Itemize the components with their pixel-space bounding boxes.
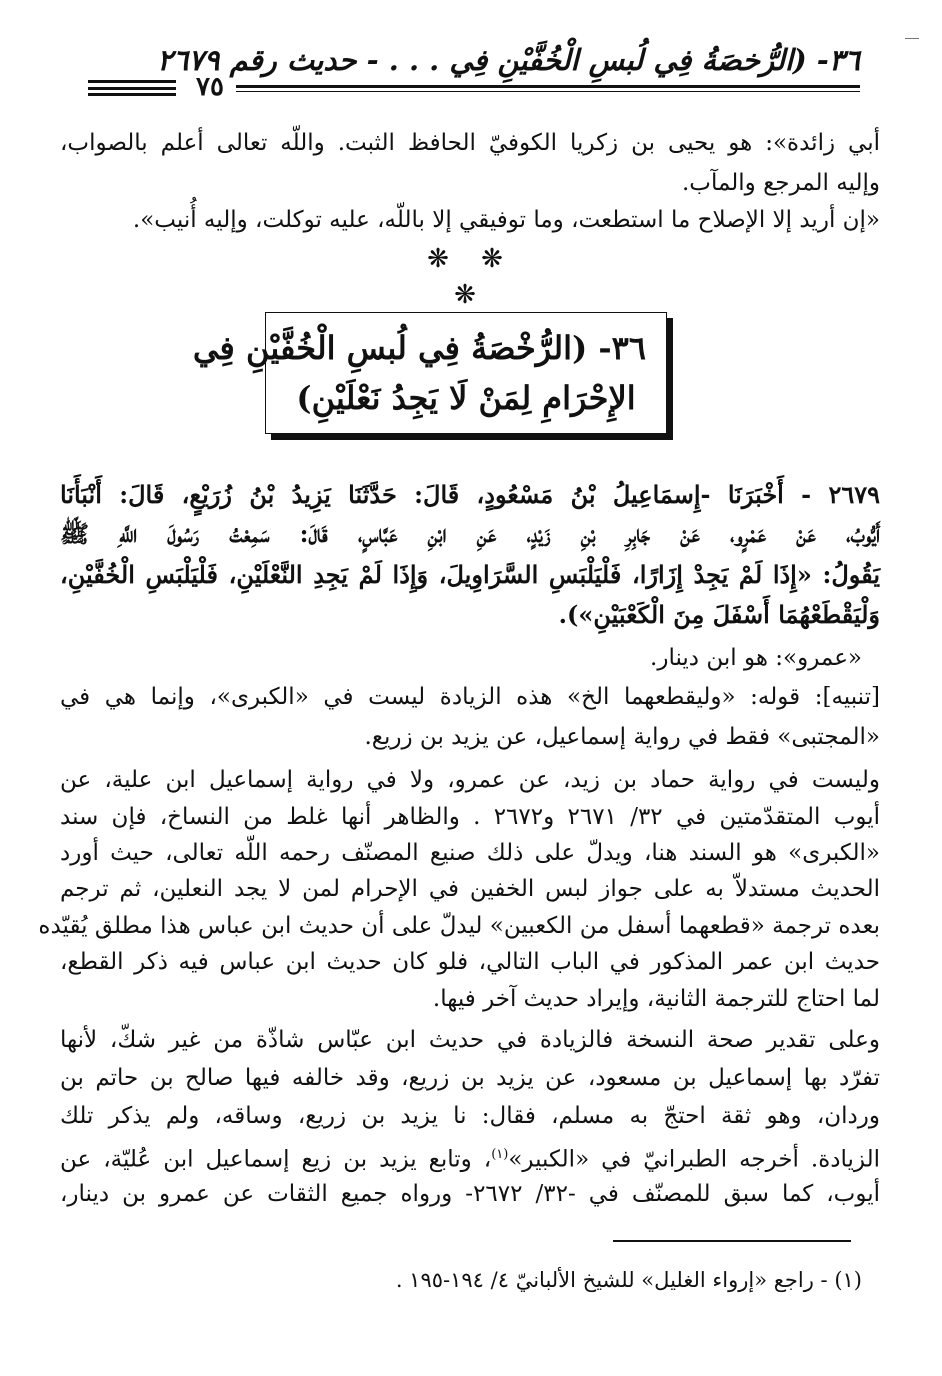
page-number-rule-1: [88, 80, 176, 83]
commentary-line: «الكبرى» هو السند هنا، ويدلّ على ذلك صنيع المصنّف رحمه اللّه تعالى، حيث أورد: [60, 840, 880, 866]
commentary-line: «المجتبى» فقط في رواية إسماعيل، عن يزيد بن زريع.: [364, 724, 880, 750]
page-number-rule-3: [88, 93, 176, 96]
commentary-line: حديث ابن عمر المذكور في الباب التالي، فلو كان حديث ابن عباس فيه ذكر القطع،: [60, 949, 880, 975]
hadith-line: وَلْيَقْطَعْهُمَا أَسْفَلَ مِنَ الْكَعْبَيْنِ»).: [558, 600, 880, 629]
commentary-line: وليست في رواية حماد بن زيد، عن عمرو، ولا في رواية إسماعيل ابن علية، عن: [60, 767, 880, 793]
section-divider-stars: ❋ ❋ ❋: [427, 244, 515, 310]
commentary-segment: ، وتابع يزيد بن زيع إسماعيل ابن عُليّة، عن: [60, 1146, 492, 1173]
scan-mark: [905, 38, 919, 39]
header-rule-thick: [236, 85, 860, 88]
hadith-line: ٢٦٧٩ - أَخْبَرَنَا -إِسمَاعِيلُ بْنُ مَسْعُودٍ، قَالَ: حَدَّثَنَا يَزِيدُ بْنُ زُرَيْعٍ، قَالَ: أَنْبَأَنَا: [60, 480, 880, 509]
commentary-line: أيوب، كما سبق للمصنّف في -٣٢/ ٢٦٧٢- ورواه جميع الثقات عن عمرو بن دينار،: [60, 1181, 880, 1207]
commentary-line: «عمرو»: هو ابن دينار.: [650, 645, 862, 671]
commentary-line: [تنبيه]: قوله: «وليقطعهما الخ» هذه الزيادة ليست في «الكبرى»، وإنما هي في: [60, 684, 880, 710]
running-header-title: ٣٦- (الرُّخصَةُ فِي لُبسِ الْخُفَّيْنِ فِي . . . - حديث رقم ٢٦٧٩: [157, 43, 860, 77]
hadith-line: يَقُولُ: «إِذَا لَمْ يَجِدْ إِزَارًا، فَلْيَلْبَسِ السَّرَاوِيلَ، وَإِذَا لَمْ يَجِدِ النَّعْلَيْنِ، فَلْيَلْبَسِ الْخُفَّيْنِ،: [60, 560, 880, 589]
chapter-title-line-2: الإِحْرَامِ لِمَنْ لَا يَجِدُ نَعْلَيْنِ): [296, 379, 636, 417]
commentary-line: لما احتاج للترجمة الثانية، وإيراد حديث آخر فيها.: [432, 986, 880, 1012]
commentary-line: وردان، وهو ثقة احتجّ به مسلم، فقال: نا يزيد بن زريع، وساقه، ولم يذكر تلك: [60, 1103, 880, 1129]
chapter-heading-box: [192, 312, 667, 434]
intro-line: «إن أريد إلا الإصلاح ما استطعت، وما توفيقي إلا باللّه، عليه توكلت، وإليه أُنيب».: [132, 207, 880, 233]
commentary-line: [60, 1135, 880, 1180]
chapter-title-line-1: ٣٦- (الرُّخْصَةُ فِي لُبسِ الْخُفَّيْنِ فِي: [192, 329, 646, 367]
page-number-rule-2: [88, 87, 176, 90]
commentary-segment: الزيادة. أخرجه الطبرانيّ في «الكبير»: [508, 1146, 880, 1173]
footnote-separator: [613, 1240, 851, 1242]
footnote: (١) - راجع «إرواء الغليل» للشيخ الألبانيّ ٤/ ١٩٤-١٩٥ .: [395, 1268, 862, 1292]
intro-line: وإليه المرجع والمآب.: [681, 170, 880, 196]
commentary-line: تفرّد بها إسماعيل بن مسعود، عن يزيد بن زريع، وقد خالفه فيها صالح بن حاتم بن: [60, 1065, 880, 1091]
commentary-line: وعلى تقدير صحة النسخة فالزيادة في حديث ابن عبّاس شاذّة من غير شكّ، لأنها: [60, 1027, 880, 1053]
commentary-line: أيوب المتقدّمتين في ٣٢/ ٢٦٧١ و٢٦٧٢ . والظاهر أنها غلط من النساخ، فإن سند: [60, 804, 881, 830]
header-rule-thin: [236, 91, 860, 92]
intro-line: أبي زائدة»: هو يحيى بن زكريا الكوفيّ الحافظ الثبت. واللّه تعالى أعلم بالصواب،: [60, 130, 880, 156]
page-number: ٧٥: [196, 72, 224, 102]
commentary-line: بعده ترجمة «قطعهما أسفل من الكعبين» ليدلّ على أن حديث ابن عباس هذا مطلق يُقيّده: [38, 913, 880, 939]
hadith-line: أَيُّوبُ، عَنْ عَمْرٍو، عَنْ جَابِرِ بْنِ زَيْدٍ، عَنِ ابْنِ عَبَّاسٍ، قَالَ: سَمِعْتُ رَسُولَ اللَّهِ ﷺ: [60, 519, 880, 548]
commentary-line: الحديث مستدلاّ به على جواز لبس الخفين في الإحرام لمن لا يجد النعلين، ثم ترجم: [60, 876, 880, 902]
footnote-reference[interactable]: (١): [491, 1147, 509, 1162]
